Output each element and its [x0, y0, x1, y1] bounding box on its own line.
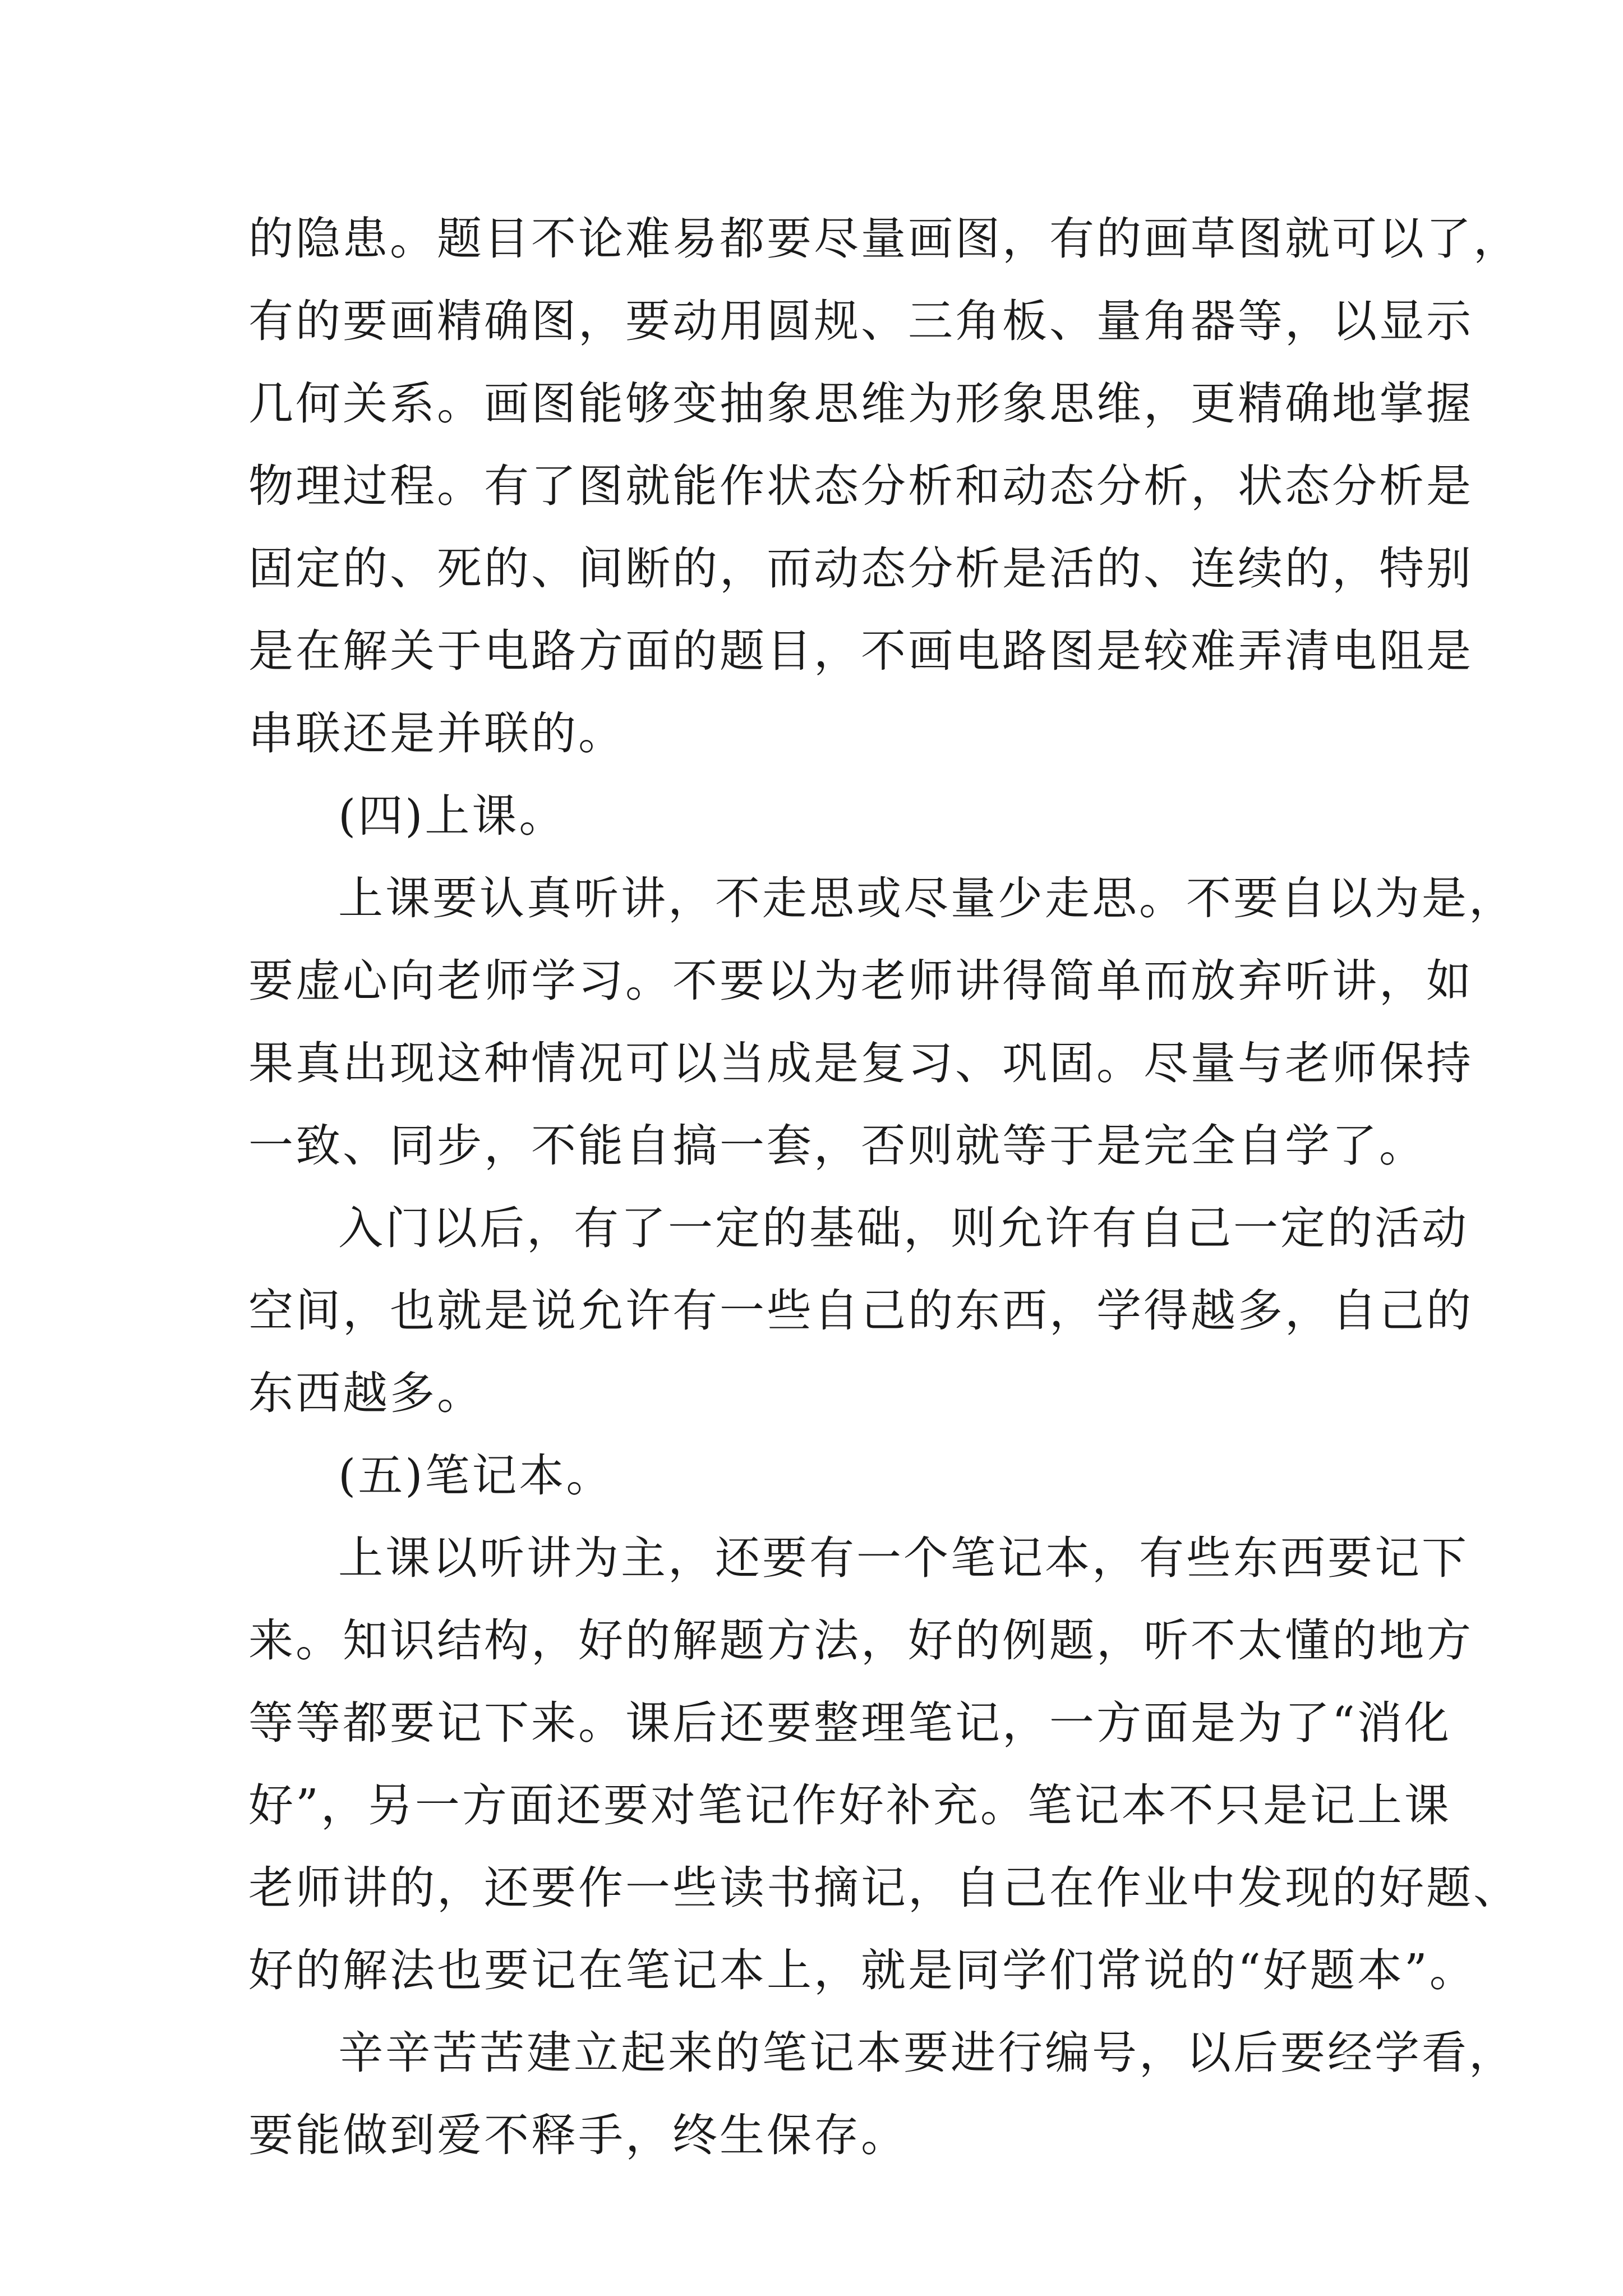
text-line: 是在解关于电路方面的题目，不画电路图是较难弄清电阻是	[248, 625, 1473, 677]
text-line: 的隐患。题目不论难易都要尽量画图，有的画草图就可以了，	[248, 213, 1520, 265]
text-line: 几何关系。画图能够变抽象思维为形象思维，更精确地掌握	[248, 378, 1473, 430]
text-line: 有的要画精确图，要动用圆规、三角板、量角器等，以显示	[248, 295, 1473, 347]
text-line: 一致、同步，不能自搞一套，否则就等于是完全自学了。	[248, 1120, 1426, 1172]
text-line: 要能做到爱不释手，终生保存。	[248, 2109, 908, 2161]
text-line: 好”，另一方面还要对笔记作好补充。笔记本不只是记上课	[248, 1779, 1451, 1832]
text-line: 辛辛苦苦建立起来的笔记本要进行编号，以后要经学看，	[338, 2027, 1516, 2079]
text-line: 来。知识结构，好的解题方法，好的例题，听不太懂的地方	[248, 1614, 1473, 1667]
section-heading-4: (四)上课。	[338, 790, 566, 842]
text-line: 入门以后，有了一定的基础，则允许有自己一定的活动	[338, 1202, 1469, 1254]
text-line: 物理过程。有了图就能作状态分析和动态分析，状态分析是	[248, 460, 1473, 512]
text-line: 要虚心向老师学习。不要以为老师讲得简单而放弃听讲，如	[248, 955, 1473, 1007]
text-line: 等等都要记下来。课后还要整理笔记，一方面是为了“消化	[248, 1697, 1451, 1749]
text-line: 老师讲的，还要作一些读书摘记，自己在作业中发现的好题、	[248, 1862, 1520, 1914]
text-line: 好的解法也要记在笔记本上，就是同学们常说的“好题本”。	[248, 1944, 1477, 1996]
text-line: 固定的、死的、间断的，而动态分析是活的、连续的，特别	[248, 542, 1473, 595]
text-line: 东西越多。	[248, 1367, 484, 1419]
text-line: 串联还是并联的。	[248, 707, 625, 760]
section-heading-5: (五)笔记本。	[338, 1450, 614, 1502]
text-line: 上课要认真听讲，不走思或尽量少走思。不要自以为是，	[338, 872, 1516, 924]
text-line: 空间，也就是说允许有一些自己的东西，学得越多，自己的	[248, 1285, 1473, 1337]
document-body	[248, 197, 1520, 2177]
text-line: 果真出现这种情况可以当成是复习、巩固。尽量与老师保持	[248, 1037, 1473, 1089]
text-line: 上课以听讲为主，还要有一个笔记本，有些东西要记下	[338, 1532, 1469, 1584]
